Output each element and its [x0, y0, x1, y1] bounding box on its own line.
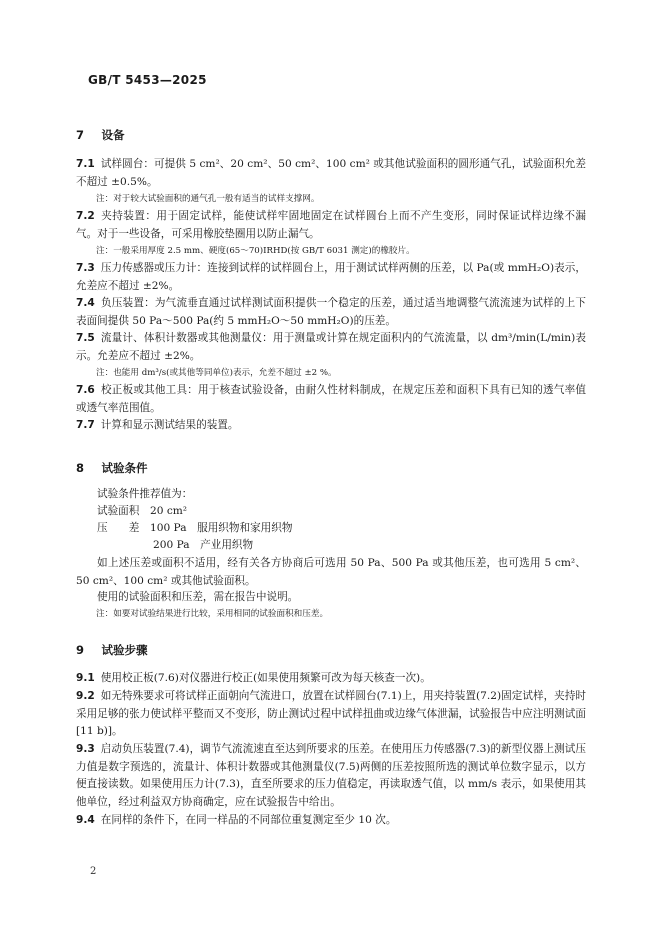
- conditions-paragraph: 如上述压差或面积不适用，经有关各方协商后可选用 50 Pa、500 Pa 或其他压差，也可选用 5 cm²、50 cm²、100 cm² 或其他试验面积。: [76, 557, 586, 587]
- section-7-heading: 7 设备: [76, 128, 125, 142]
- clause-7-2: 7.2 夹持装置：用于固定试样，能使试样牢固地固定在试样圆台上而不产生变形，同时保证试样边缘不漏气。对于一些设备，可采用橡胶垫圈用以防止漏气。: [76, 210, 586, 240]
- note-7-1: 注：对于较大试验面积的通气孔一般有适当的试样支撑网。: [96, 194, 320, 204]
- standard-code: GB/T 5453—2025: [88, 73, 207, 87]
- note-7-5: 注：也能用 dm³/s(或其他等同单位)表示，允差不超过 ±2 %。: [96, 368, 337, 378]
- pressure-row-2: 200 Pa 产业用织物: [153, 539, 254, 551]
- clause-9-3: 9.3 启动负压装置(7.4)，调节气流流速直至达到所要求的压差。在使用压力传感器(7.3)的新型仪器上测试压力值是数字预选的，流量计、体积计数器或其他测量仪(7.5)两侧的压差按照所选的测试单位数字显示，以方便直接读数。如果使用压力计(7.3)，直至所要求的压力值稳定，再读取透气值，以 mm/s 表示，如果使用其他单位，经过利益双方协商确定，应在试验报告中给出。: [76, 743, 586, 808]
- section-9-heading: 9 试验步骤: [76, 643, 148, 657]
- area-row: 试验面积 20 cm²: [97, 505, 188, 517]
- clause-9-1: 9.1 使用校正板(7.6)对仪器进行校正(如果使用频繁可改为每天核查一次)。: [76, 672, 431, 684]
- clause-7-6: 7.6 校正板或其他工具：用于核查试验设备，由耐久性材料制成，在规定压差和面积下具有已知的透气率值或透气率范围值。: [76, 384, 586, 414]
- clause-9-4: 9.4 在同样的条件下，在同一样品的不同部位重复测定至少 10 次。: [76, 814, 397, 826]
- page-number: 2: [90, 866, 97, 877]
- clause-7-7: 7.7 计算和显示测试结果的装置。: [76, 419, 239, 431]
- conditions-report-note: 使用的试验面积和压差，需在报告中说明。: [97, 591, 299, 603]
- clause-7-5: 7.5 流量计、体积计数器或其他测量仪：用于测量或计算在规定面积内的气流流量，以 dm³/min(L/min)表示。允差应不超过 ±2%。: [76, 332, 586, 362]
- clause-7-4: 7.4 负压装置：为气流垂直通过试样测试面积提供一个稳定的压差，通过适当地调整气流流速为试样的上下表面间提供 50 Pa～500 Pa(约 5 mmH₂O～50 mmH₂O)的压差。: [76, 297, 586, 327]
- note-8: 注：如要对试验结果进行比较，采用相同的试验面积和压差。: [96, 609, 329, 619]
- clause-7-3: 7.3 压力传感器或压力计：连接到试样的试样圆台上，用于测试试样两侧的压差，以 Pa(或 mmH₂O)表示，允差应不超过 ±2%。: [76, 262, 586, 292]
- pressure-row-1: 压 差 100 Pa 服用织物和家用织物: [97, 522, 293, 534]
- clause-7-1: 7.1 试样圆台：可提供 5 cm²、20 cm²、50 cm²、100 cm² 或其他试验面积的圆形通气孔，试验面积允差不超过 ±0.5%。: [76, 158, 586, 188]
- section-8-heading: 8 试验条件: [76, 461, 148, 475]
- clause-9-2: 9.2 如无特殊要求可将试样正面朝向气流进口，放置在试样圆台(7.1)上，用夹持装置(7.2)固定试样，夹持时采用足够的张力使试样平整而又不变形，防止测试过程中试样扭曲或边缘气体泄漏，试验报告中应注明测试面[11 b)]。: [76, 690, 586, 737]
- note-7-2: 注：一般采用厚度 2.5 mm、硬度(65～70)IRHD(按 GB/T 6031 测定)的橡胶片。: [96, 246, 415, 256]
- recommend-intro: 试验条件推荐值为：: [97, 488, 193, 500]
